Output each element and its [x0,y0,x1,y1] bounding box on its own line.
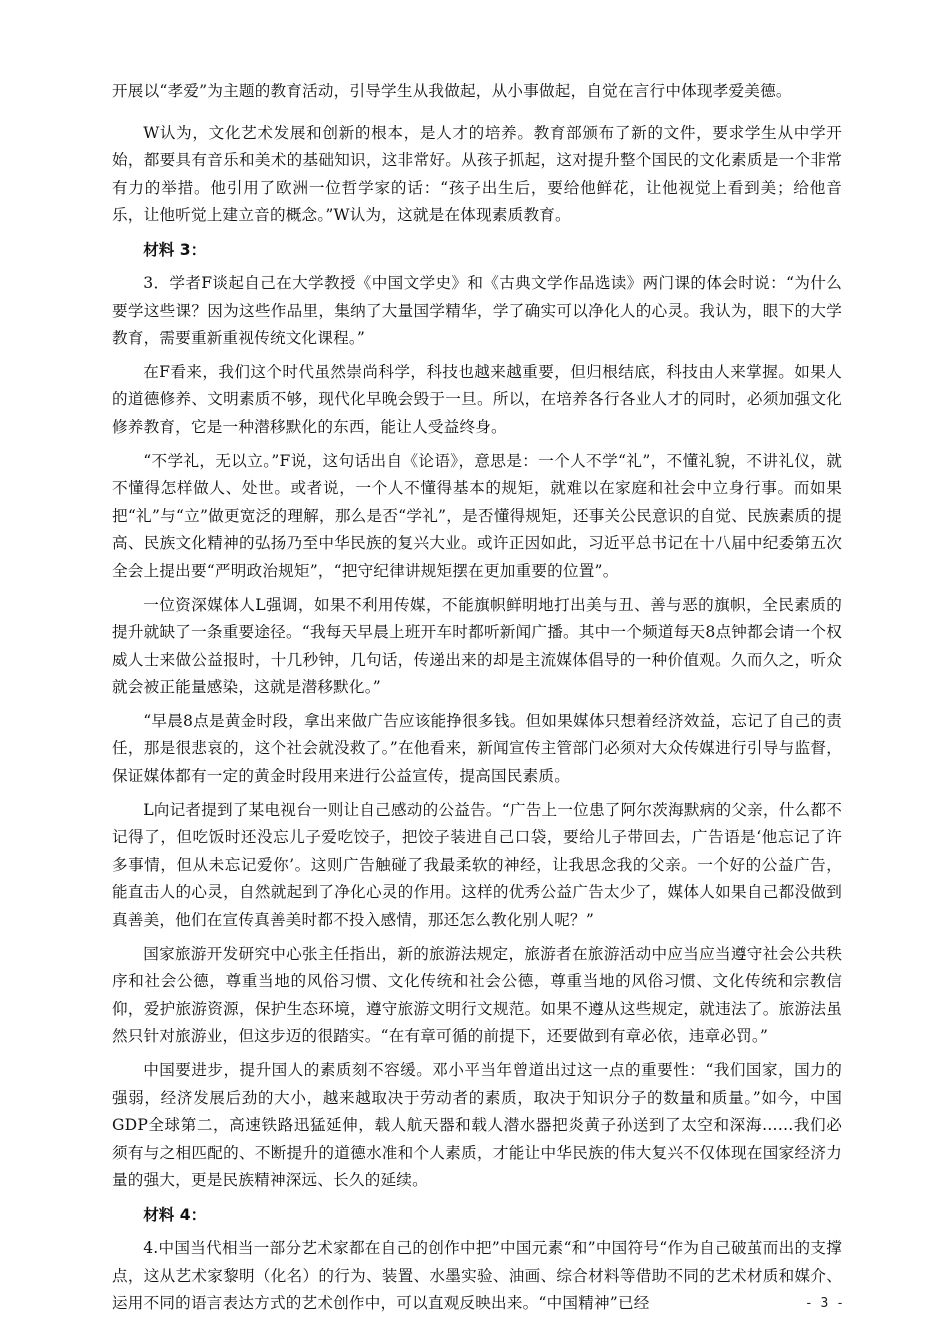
page-number: - 3 - [804,1296,844,1311]
material-4-paragraph-1: 4.中国当代相当一部分艺术家都在自己的创作中把”中国元素“和”中国符号“作为自己破茧而出的支撑点，这从艺术家黎明（化名）的行为、装置、水墨实验、油画、综合材料等借助不同的艺术材质和媒介、运用不同的语言表达方式的艺术创作中，可以直观反映出来。“中国精神”已经 [112,1238,842,1313]
material-3-paragraph-8: 中国要进步，提升国人的素质刻不容缓。邓小平当年曾道出过这一点的重要性：“我们国家，国力的强弱，经济发展后劲的大小，越来越取决于劳动者的素质，取决于知识分子的数量和质量。”如今，中国GDP全球第二，高速铁路迅猛延伸，载人航天器和载人潜水器把炎黄子孙送到了太空和深海……我们必须有与之相匹配的、不断提升的道德水准和个人素质，才能让中华民族的伟大复兴不仅体现在国家经济力量的强大，更是民族精神深远、长久的延续。 [112,1061,842,1190]
material-3-paragraph-6: L向记者提到了某电视台一则让自己感动的公益告。“广告上一位患了阿尔茨海默病的父亲，什么都不记得了，但吃饭时还没忘儿子爱吃饺子，把饺子装进自己口袋，要给儿子带回去，广告语是‘他忘记了许多事情，但从未忘记爱你’。这则广告触碰了我最柔软的神经，让我思念我的父亲。一个好的公益广告，能直击人的心灵，自然就起到了净化心灵的作用。这样的优秀公益广告太少了，媒体人如果自己都没做到真善美，他们在宣传真善美时都不投入感情，那还怎么教化别人呢？” [112,800,842,930]
document-body [112,78,842,1324]
material-3-heading: 材料 3： [143,240,207,259]
paragraph-w-opinion: W认为，文化艺术发展和创新的根本，是人才的培养。教育部颁布了新的文件，要求学生从中学开始，都要具有音乐和美术的基础知识，这非常好。从孩子抓起，这对提升整个国民的文化素质是一个非常有力的举措。他引用了欧洲一位哲学家的话：“孩子出生后，要给他鲜花，让他视觉上看到美；给他音乐，让他听觉上建立音的概念。”W认为，这就是在体现素质教育。 [112,123,842,225]
material-3-paragraph-4: 一位资深媒体人L强调，如果不利用传媒，不能旗帜鲜明地打出美与丑、善与恶的旗帜，全民素质的提升就缺了一条重要途径。“我每天早晨上班开车时都听新闻广播。其中一个频道每天8点钟都会请一个权威人士来做公益报时，十几秒钟，几句话，传递出来的却是主流媒体倡导的一种价值观。久而久之，听众就会被正能量感染，这就是潜移默化。” [112,595,842,697]
material-3-paragraph-2: 在F看来，我们这个时代虽然崇尚科学，科技也越来越重要，但归根结底，科技由人来掌握。如果人的道德修养、文明素质不够，现代化早晚会毁于一旦。所以，在培养各行各业人才的同时，必须加强文化修养教育，它是一种潜移默化的东西，能让人受益终身。 [112,362,842,436]
material-3-paragraph-1: 3．学者F谈起自己在大学教授《中国文学史》和《古典文学作品选读》两门课的体会时说：“为什么要学这些课？因为这些作品里，集纳了大量国学精华，学了确实可以净化人的心灵。我认为，眼下的大学教育，需要重新重视传统文化课程。” [112,273,842,348]
material-3-paragraph-7: 国家旅游开发研究中心张主任指出，新的旅游法规定，旅游者在旅游活动中应当应当遵守社会公共秩序和社会公德，尊重当地的风俗习惯、文化传统和社会公德，尊重当地的风俗习惯、文化传统和宗教信仰，爱护旅游资源，保护生态环境，遵守旅游文明行文规范。如果不遵从这些规定，就违法了。旅游法虽然只针对旅游业，但这步迈的很踏实。“在有章可循的前提下，还要做到有章必依，违章必罚。” [112,944,842,1046]
paragraph-continuation: 开展以“孝爱”为主题的教育活动，引导学生从我做起，从小事做起，自觉在言行中体现孝爱美德。 [112,82,792,100]
material-3-paragraph-5: “早晨8点是黄金时段，拿出来做广告应该能挣很多钱。但如果媒体只想着经济效益，忘记了自己的责任，那是很悲哀的，这个社会就没救了。”在他看来，新闻宣传主管部门必须对大众传媒进行引导与监督，保证媒体都有一定的黄金时段用来进行公益宣传，提高国民素质。 [112,711,842,786]
material-3-paragraph-3: “不学礼，无以立。”F说，这句话出自《论语》，意思是：一个人不学“礼”，不懂礼貌，不讲礼仪，就不懂得怎样做人、处世。或者说，一个人不懂得基本的规矩，就难以在家庭和社会中立身行事。而如果把“礼”与“立”做更宽泛的理解，那么是否“学礼”，是否懂得规矩，还事关公民意识的自觉、民族素质的提高、民族文化精神的弘扬乃至中华民族的复兴大业。或许正因如此，习近平总书记在十八届中纪委第五次全会上提出要“严明政治规矩”，“把守纪律讲规矩摆在更加重要的位置”。 [112,451,842,580]
material-4-heading: 材料 4： [143,1205,207,1224]
